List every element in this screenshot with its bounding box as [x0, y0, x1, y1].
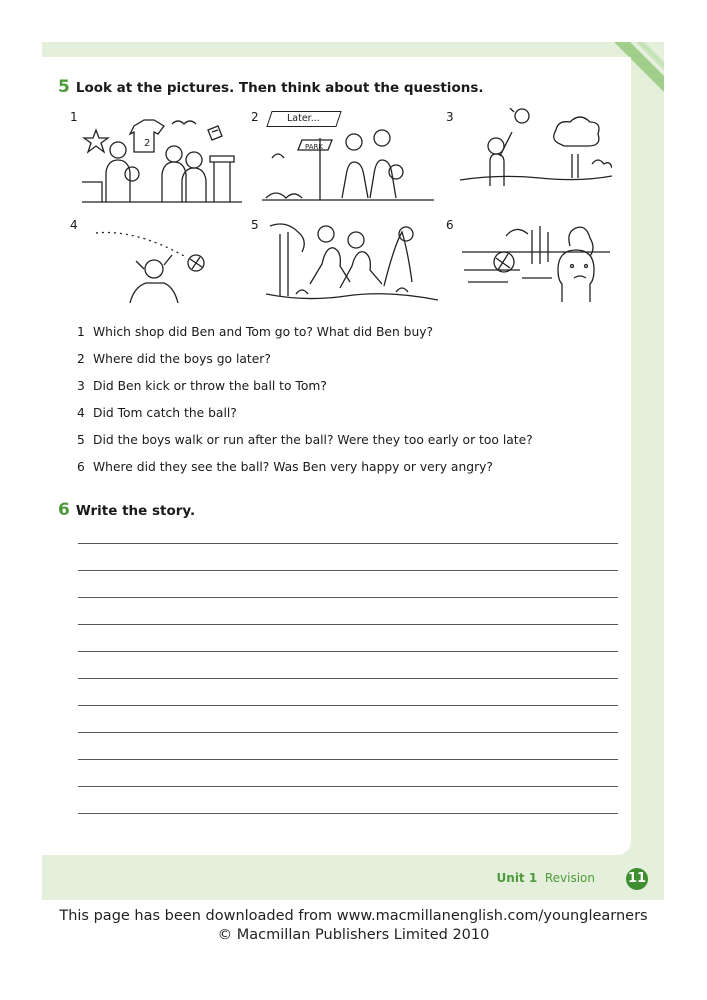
question-text: Did Ben kick or throw the ball to Tom?: [93, 379, 327, 393]
question-list: [77, 322, 533, 484]
question-text: Where did the boys go later?: [93, 352, 271, 366]
svg-text:2: 2: [144, 138, 151, 149]
question-text: Did the boys walk or run after the ball? Were they too early or too late?: [93, 433, 533, 447]
panel-3-kick-illustration: [460, 108, 612, 188]
exercise-6-heading: [58, 500, 195, 520]
writing-line[interactable]: [78, 678, 618, 705]
question-number: 5: [77, 433, 85, 447]
page-number-badge: 11: [626, 868, 648, 890]
writing-line[interactable]: [78, 570, 618, 597]
exercise-instruction: Write the story.: [75, 503, 196, 519]
writing-line[interactable]: [78, 543, 618, 570]
question-item: [77, 403, 533, 430]
copyright-line: © Macmillan Publishers Limited 2010: [217, 927, 490, 943]
question-item: [77, 430, 533, 457]
writing-line[interactable]: [78, 732, 618, 759]
question-item: [77, 349, 533, 376]
question-item: [77, 376, 533, 403]
writing-line[interactable]: [78, 786, 618, 813]
question-text: Where did they see the ball? Was Ben very happy or very angry?: [93, 460, 493, 474]
panel-caption: Later...: [287, 113, 320, 124]
panel-6-pond-illustration: [462, 222, 610, 302]
writing-line[interactable]: [78, 624, 618, 651]
exercise-number: 5: [58, 77, 70, 97]
download-notice: [0, 907, 707, 945]
panel-5-run-illustration: [266, 222, 438, 306]
exercise-5-heading: [58, 77, 484, 97]
writing-line[interactable]: [78, 813, 618, 840]
unit-section: Revision: [544, 871, 595, 885]
question-number: 3: [77, 379, 85, 393]
writing-line[interactable]: [78, 597, 618, 624]
writing-area[interactable]: [78, 543, 618, 840]
download-url-line: This page has been downloaded from www.macmillanenglish.com/younglearners: [59, 908, 648, 924]
panel-2-park-illustration: [262, 128, 434, 204]
panel-number: 3: [446, 110, 454, 124]
question-item: [77, 457, 533, 484]
panel-2-caption-box: [266, 111, 342, 127]
exercise-number: 6: [58, 500, 70, 520]
writing-line[interactable]: [78, 651, 618, 678]
panel-number: 4: [70, 218, 78, 232]
writing-line[interactable]: [78, 759, 618, 786]
question-item: [77, 322, 533, 349]
exercise-instruction: Look at the pictures. Then think about the questions.: [75, 80, 484, 96]
question-number: 6: [77, 460, 85, 474]
unit-name: Unit 1: [496, 871, 538, 885]
panel-number: 2: [251, 110, 259, 124]
panel-number: 5: [251, 218, 259, 232]
panel-number: 1: [70, 110, 78, 124]
panel-1-shop-illustration: [82, 112, 242, 204]
panel-4-catch-illustration: [96, 225, 214, 305]
question-number: 2: [77, 352, 85, 366]
question-number: 1: [77, 325, 85, 339]
question-number: 4: [77, 406, 85, 420]
question-text: Which shop did Ben and Tom go to? What did Ben buy?: [93, 325, 434, 339]
panel-number: 6: [446, 218, 454, 232]
unit-label: [497, 871, 595, 885]
park-sign-text: PARK: [305, 143, 324, 151]
writing-line[interactable]: [78, 705, 618, 732]
question-text: Did Tom catch the ball?: [93, 406, 237, 420]
